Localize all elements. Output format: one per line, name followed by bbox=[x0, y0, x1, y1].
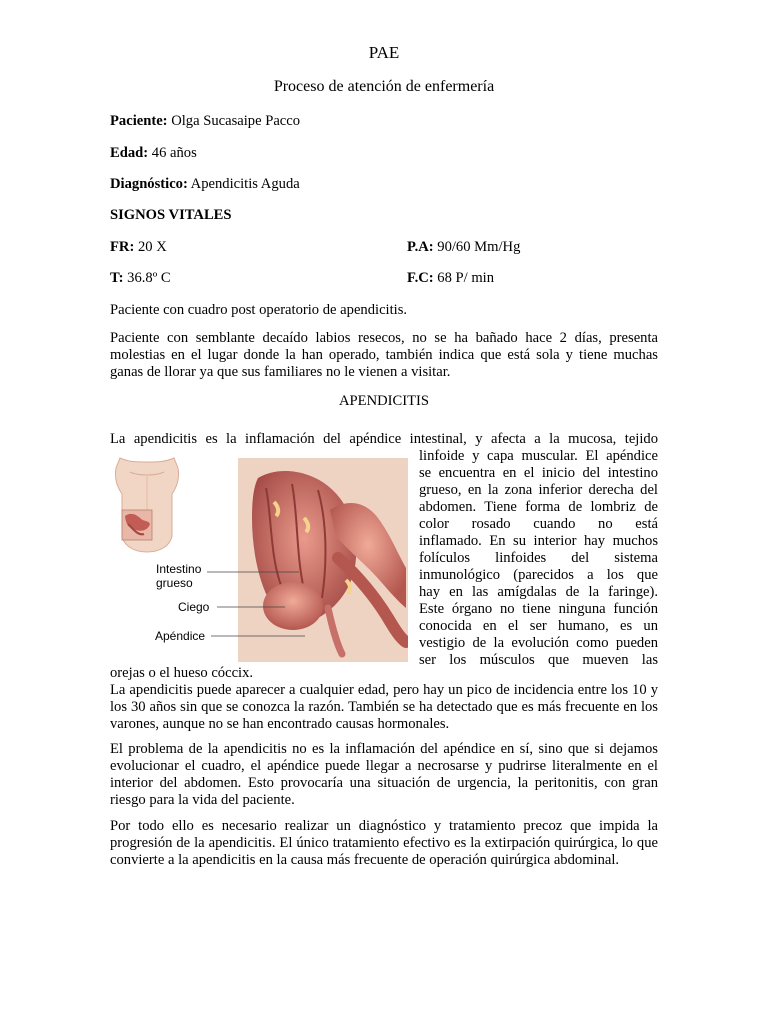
vital-t-value: 36.8º C bbox=[123, 270, 171, 286]
wrap-line: abdomen. Tiene forma de lombriz de bbox=[419, 499, 658, 515]
paragraph-treatment: Por todo ello es necesario realizar un diagnóstico y tratamiento precoz que impida la progresión de la apendicitis. El único tratamiento efectivo es la extirpación quirúrgica, lo que convierte a la apendicitis en la causa más frecuente de operación quirúrgica abdominal. bbox=[110, 818, 658, 868]
vital-fc-label: F.C: bbox=[407, 270, 434, 286]
patient-description: Paciente con semblante decaído labios resecos, no se ha bañado hace 2 días, presenta molestias en el lugar donde la han operado, también indica que está sola y tiene muchas ganas de llorar ya que sus familiares no le vienen a visitar. bbox=[110, 330, 658, 380]
wrap-line: inmunológico (parecidos a los que bbox=[419, 567, 658, 583]
vital-fr-value: 20 X bbox=[134, 239, 167, 255]
paragraph-age: La apendicitis puede aparecer a cualquier edad, pero hay un pico de incidencia entre los 10 y los 30 años sin que se conozca la razón. También se ha detectado que es más frecuente en los varones, aunque no se han encontrado causas hormonales. bbox=[110, 682, 658, 732]
vitals-heading-text: SIGNOS VITALES bbox=[110, 207, 232, 223]
wrap-column bbox=[419, 448, 658, 669]
vital-pa-label: P.A: bbox=[407, 239, 434, 255]
page-subtitle: Proceso de atención de enfermería bbox=[273, 78, 495, 95]
wrap-line: conocida en el ser humano, es un bbox=[419, 618, 658, 634]
patient-diagnosis-value: Apendicitis Aguda bbox=[187, 176, 300, 192]
patient-name-value: Olga Sucasaipe Pacco bbox=[167, 113, 301, 129]
page-title: PAE bbox=[368, 43, 400, 62]
vital-fc-value: 68 P/ min bbox=[433, 270, 495, 286]
vital-pa bbox=[407, 239, 520, 256]
label-intestine-line1: Intestino bbox=[156, 562, 202, 576]
label-apendice: Apéndice bbox=[155, 629, 206, 643]
vital-fr-label: FR: bbox=[110, 239, 135, 255]
wrap-line: grueso, en la zona inferior derecha del bbox=[419, 482, 658, 498]
wrap-line: linfoide y capa muscular. El apéndice bbox=[419, 448, 658, 464]
wrap-line: folículos linfoides del sistema bbox=[419, 550, 658, 566]
label-intestine-line2: grueso bbox=[156, 576, 193, 590]
label-ciego: Ciego bbox=[178, 600, 210, 614]
wrap-end-line: orejas o el hueso cóccix. bbox=[110, 665, 254, 681]
intro-line: La apendicitis es la inflamación del apéndice intestinal, y afecta a la mucosa, tejido bbox=[110, 431, 658, 447]
section-heading: APENDICITIS bbox=[339, 393, 429, 409]
wrap-line: hay en las amígdalas de la faringe). bbox=[419, 584, 658, 600]
paragraph-problem: El problema de la apendicitis no es la inflamación del apéndice en sí, sino que si dejamos evolucionar el cuadro, el apéndice puede llegar a necrosarse y pudrirse literalmente en el interior del abdomen. Esto provocaría una situación de urgencia, la peritonitis, con gran riesgo para la vida del paciente. bbox=[110, 741, 658, 808]
wrap-line: ser los músculos que mueven las bbox=[419, 652, 658, 668]
vital-fr bbox=[110, 239, 167, 256]
vitals-heading bbox=[110, 207, 232, 224]
vital-t-label: T: bbox=[110, 270, 124, 286]
body-thumbnail-image bbox=[110, 454, 184, 554]
wrap-line: Este órgano no tiene ninguna función bbox=[419, 601, 658, 617]
patient-age-label: Edad: bbox=[110, 145, 149, 161]
patient-name-label: Paciente: bbox=[110, 113, 168, 129]
wrap-line: se encuentra en el inicio del intestino bbox=[419, 465, 658, 481]
wrap-line: inflamado. En su interior hay muchos bbox=[419, 533, 658, 549]
patient-age-value: 46 años bbox=[148, 145, 197, 161]
vital-fc bbox=[407, 270, 494, 287]
wrap-line: color rosado cuando no está bbox=[419, 516, 658, 532]
patient-diagnosis-label: Diagnóstico: bbox=[110, 176, 188, 192]
vital-pa-value: 90/60 Mm/Hg bbox=[433, 239, 521, 255]
patient-name-row bbox=[110, 113, 300, 130]
label-leader-lines bbox=[195, 560, 315, 644]
patient-diagnosis-row bbox=[110, 176, 300, 193]
patient-age-row bbox=[110, 145, 197, 162]
vital-t bbox=[110, 270, 171, 287]
wrap-line: vestigio de la evolución como pueden bbox=[419, 635, 658, 651]
post-op-note: Paciente con cuadro post operatorio de apendicitis. bbox=[110, 302, 408, 318]
